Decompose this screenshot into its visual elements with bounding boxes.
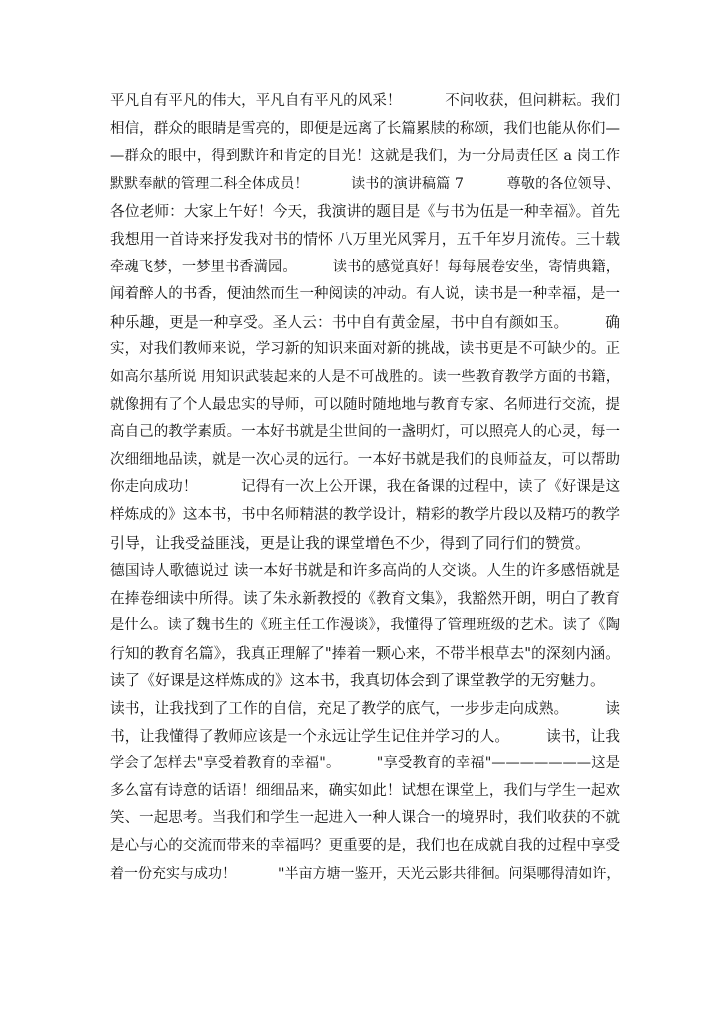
text-line: 在捧卷细读中所得。读了朱永新教授的《教育文集》，我豁然开朗，明白了教育: [110, 589, 620, 607]
text-line: 你走向成功！ 记得有一次上公开课，我在备课的过程中，读了《好课是这: [110, 479, 620, 496]
text-line: 默默奉献的管理二科全体成员！ 读书的演讲稿篇 7 尊敬的各位领导、: [110, 175, 620, 192]
text-line: 多么富有诗意的话语！细细品来，确实如此！试想在课堂上，我们与学生一起欢: [110, 782, 620, 799]
text-line: 次细细地品读，就是一次心灵的远行。一本好书就是我们的良师益友，可以帮助: [110, 451, 620, 468]
text-line: 引导，让我受益匪浅，更是让我的课堂增色不少，得到了同行们的赞赏。: [110, 533, 591, 552]
text-line: 如高尔基所说 用知识武装起来的人是不可战胜的。读一些教育教学方面的书籍，: [110, 368, 620, 385]
text-line: 行知的教育名篇》，我真正理解了"捧着一颗心来，不带半根草去"的深刻内涵。: [110, 644, 620, 662]
text-line: 种乐趣，更是一种享受。圣人云：书中自有黄金屋，书中自有颜如玉。 确: [110, 313, 620, 331]
text-line: 实，对我们教师来说，学习新的知识来面对新的挑战，读书更是不可缺少的。正: [110, 341, 620, 358]
text-line: 书，让我懂得了教师应该是一个永远让学生记住并学习的人。 读书，让我: [110, 727, 620, 745]
text-line: 就像拥有了个人最忠实的导师，可以随时随地地与教育专家、名师进行交流，提: [110, 396, 620, 413]
text-line: 相信，群众的眼睛是雪亮的，即便是远离了长篇累牍的称颂，我们也能从你们—: [110, 120, 620, 137]
text-line: 是什么。读了魏书生的《班主任工作漫谈》，我懂得了管理班级的艺术。读了《陶: [110, 617, 620, 634]
text-line: —群众的眼中，得到默许和肯定的目光！这就是我们，为一分局责任区 a 岗工作: [110, 148, 620, 165]
document-body-text: [110, 88, 620, 888]
text-line: 各位老师：大家上午好！今天，我演讲的题目是《与书为伍是一种幸福》。首先: [110, 203, 620, 221]
text-line: 学会了怎样去"享受着教育的幸福"。 "享受教育的幸福"———————这是: [110, 755, 620, 772]
text-line: 闻着醉人的书香，便油然而生一种阅读的冲动。有人说，读书是一种幸福，是一: [110, 286, 620, 303]
text-line: 德国诗人歌德说过 读一本好书就是和许多高尚的人交谈。人生的许多感悟就是: [110, 562, 620, 580]
text-line: 笑、一起思考。当我们和学生一起进入一种人课合一的境界时，我们收获的不就: [110, 810, 620, 827]
text-line: 样炼成的》这本书，书中名师精湛的教学设计，精彩的教学片段以及精巧的教学: [110, 506, 620, 523]
text-line: 牵魂飞梦，一梦里书香満园。 读书的感觉真好！每每展卷安坐，寄情典籍，: [110, 258, 620, 275]
text-line: 我想用一首诗来抒发我对书的情怀 八万里光风霁月，五千年岁月流传。三十载: [110, 230, 620, 248]
text-line: 平凡自有平凡的伟大，平凡自有平凡的风采！ 不问收获，但问耕耘。我们: [110, 93, 620, 109]
text-line: 读了《好课是这样炼成的》这本书，我真切体会到了课堂教学的无穷魅力。: [110, 671, 606, 690]
text-line: 高自己的教学素质。一本好书就是尘世间的一盏明灯，可以照亮人的心灵，每一: [110, 424, 620, 441]
text-line: 是心与心的交流而带来的幸福吗？更重要的是，我们也在成就自我的过程中享受: [110, 838, 620, 855]
text-line: 着一份充实与成功！ "半亩方塘一鉴开，天光云影共徘徊。问渠哪得清如许，: [110, 865, 620, 882]
text-line: 读书，让我找到了工作的自信，充足了教学的底气，一步步走向成熟。 读: [110, 700, 620, 718]
